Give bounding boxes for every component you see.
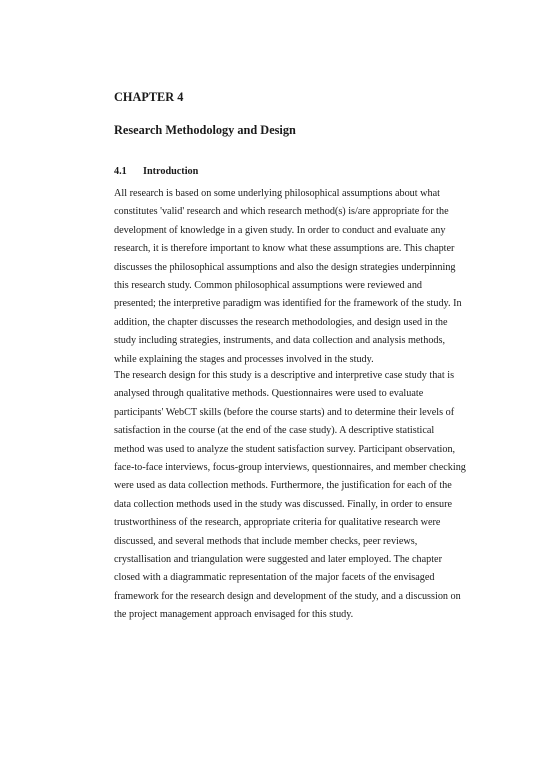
- paragraph-line: satisfaction in the course (at the end of the case study). A descriptive statistical: [114, 425, 435, 437]
- section-title: Introduction: [143, 166, 199, 177]
- paragraph-line: data collection methods used in the study was discussed. Finally, in order to ensure: [114, 498, 453, 510]
- paragraph-line: closed with a diagrammatic representation of the major facets of the envisaged: [114, 572, 435, 584]
- paragraph-line: participants' WebCT skills (before the course starts) and to determine their levels of: [114, 406, 455, 418]
- paragraph-line: face-to-face interviews, focus-group interviews, questionnaires, and member checking: [114, 462, 466, 474]
- paragraph-line: All research is based on some underlying philosophical assumptions about what: [114, 188, 440, 199]
- paragraph-line: trustworthiness of the research, appropriate criteria for qualitative research were: [114, 517, 441, 529]
- paragraph-line: research, it is therefore important to know what these assumptions are. This chapter: [114, 243, 455, 255]
- section-number: 4.1: [114, 166, 127, 177]
- paragraph-line: framework for the research design and development of the study, and a discussion on: [114, 590, 461, 602]
- paragraph-2: [114, 367, 468, 625]
- paragraph-line: addition, the chapter discusses the research methodologies, and design used in the: [114, 316, 448, 328]
- paragraph-line: while explaining the stages and processes involved in the study.: [114, 353, 374, 365]
- paragraph-line: The research design for this study is a descriptive and interpretive case study that is: [114, 370, 455, 381]
- paragraph-line: constitutes 'valid' research and which research method(s) is/are appropriate for the: [114, 206, 449, 218]
- paragraph-line: this research study. Common philosophical assumptions were reviewed and: [114, 280, 423, 292]
- paragraph-line: method was used to analyze the student satisfaction survey. Participant observation,: [114, 443, 456, 455]
- paragraph-line: crystallisation and triangulation were suggested and later employed. The chapter: [114, 554, 442, 566]
- paragraph-line: study including strategies, instruments, and data collection and analysis methods,: [114, 335, 446, 347]
- paragraph-line: analysed through qualitative methods. Questionnaires were used to evaluate: [114, 388, 424, 400]
- chapter-label: CHAPTER 4: [114, 90, 184, 104]
- chapter-title: Research Methodology and Design: [114, 123, 296, 137]
- paragraph-line: the project management approach envisaged for this study.: [114, 609, 354, 621]
- section-heading: [114, 166, 198, 177]
- paragraph-line: were used as data collection methods. Furthermore, the justification for each of the: [114, 480, 452, 492]
- paragraph-line: discussed, and several methods that include member checks, peer reviews,: [114, 535, 418, 547]
- paragraph-line: development of knowledge in a given study. In order to conduct and evaluate any: [114, 224, 446, 236]
- paragraph-1: [114, 185, 468, 369]
- paragraph-line: discusses the philosophical assumptions and also the design strategies underpinning: [114, 261, 456, 273]
- paragraph-line: presented; the interpretive paradigm was identified for the framework of the study. In: [114, 298, 462, 310]
